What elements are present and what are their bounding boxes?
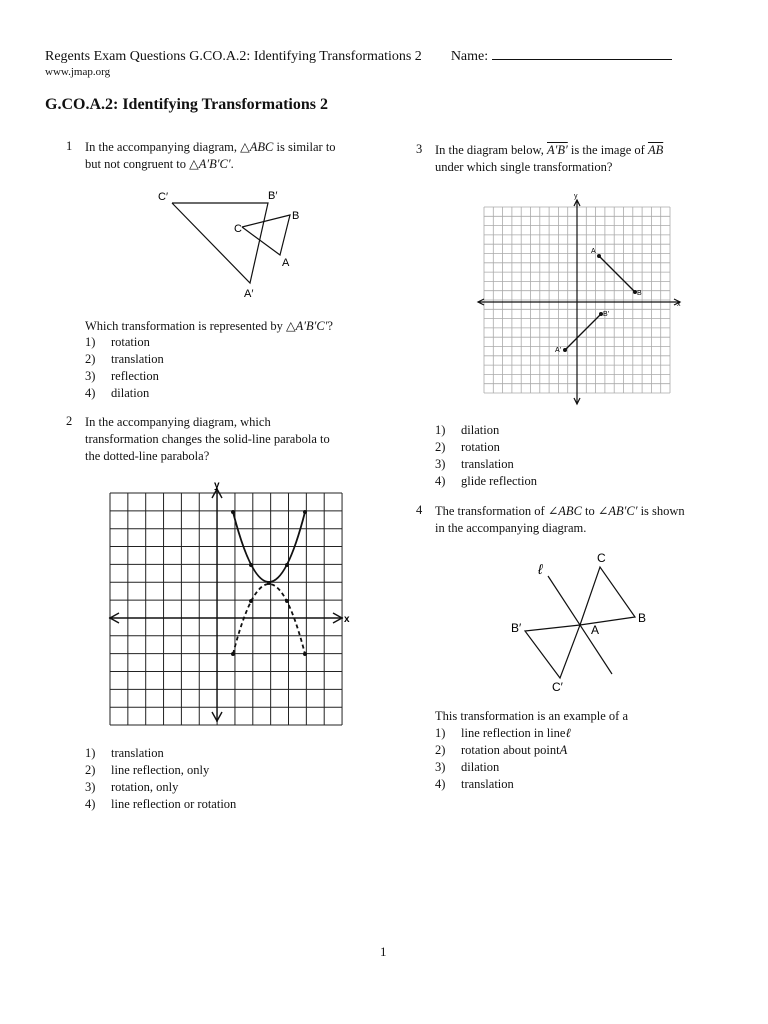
question-4-number: 4 bbox=[416, 503, 423, 517]
choice: 4) line reflection or rotation bbox=[85, 797, 237, 811]
header-title-line bbox=[45, 47, 672, 65]
label-a-prime: A′ bbox=[244, 288, 254, 300]
choice: 4) dilation bbox=[85, 386, 150, 400]
axis-label-x: x bbox=[677, 301, 681, 308]
dotted-parabola bbox=[233, 584, 305, 654]
question-3-text: In the diagram below, A′B′ is the image of $\overline{AB}$ under which single transformation? bbox=[435, 143, 664, 174]
page-number: 1 bbox=[380, 944, 387, 959]
choice: 1) rotation bbox=[85, 335, 150, 349]
question-4-prompt: This transformation is an example of a bbox=[435, 709, 628, 723]
question-3-graph bbox=[470, 190, 688, 408]
label-l: ℓ bbox=[538, 561, 543, 577]
label-a: A bbox=[591, 248, 596, 255]
question-2-text: In the accompanying diagram, which transformation changes the solid-line parabola to the dotted-line parabola? bbox=[85, 415, 330, 463]
segment-ab bbox=[599, 256, 635, 292]
axis-label-y: y bbox=[574, 193, 578, 200]
label-b-prime: B′ bbox=[603, 311, 609, 318]
question-4-choices bbox=[435, 725, 571, 793]
label-b: B bbox=[638, 611, 647, 625]
label-b: B bbox=[292, 210, 300, 222]
choice: 3) reflection bbox=[85, 369, 159, 383]
question-4-text: The transformation of ∠ABC to ∠AB′C′ is shown in the accompanying diagram. bbox=[435, 504, 685, 535]
label-b: B bbox=[637, 290, 642, 297]
graph-gridlines bbox=[110, 493, 342, 725]
question-1-text: In the accompanying diagram, △ABC is similar to but not congruent to △A′B′C′. bbox=[85, 140, 336, 171]
axis-label-y: y bbox=[214, 480, 220, 491]
choice: 2) rotation about point A bbox=[435, 743, 568, 757]
question-2-graph bbox=[105, 478, 355, 730]
question-2-choices bbox=[85, 745, 236, 813]
axis-label-x: x bbox=[344, 614, 350, 625]
label-b-prime: B′ bbox=[511, 621, 522, 635]
page-title: G.CO.A.2: Identifying Transformations 2 bbox=[45, 96, 328, 113]
angle-abc bbox=[580, 567, 635, 625]
choice: 2) rotation bbox=[435, 440, 500, 454]
question-3-choices bbox=[435, 422, 537, 490]
label-b-prime: B′ bbox=[268, 190, 278, 202]
name-label: Name: bbox=[450, 49, 489, 64]
question-2-number: 2 bbox=[66, 414, 73, 428]
question-1-diagram bbox=[150, 185, 310, 305]
question-1-choices bbox=[85, 334, 164, 402]
choice: 2) translation bbox=[85, 352, 164, 366]
choice: 1) translation bbox=[85, 746, 164, 760]
choice: 1) line reflection in line ℓ bbox=[435, 726, 571, 740]
question-4-diagram bbox=[505, 548, 665, 696]
label-c-prime: C′ bbox=[158, 191, 169, 203]
choice: 4) glide reflection bbox=[435, 474, 538, 488]
choice: 3) translation bbox=[435, 457, 514, 471]
site-url: www.jmap.org bbox=[45, 66, 111, 78]
label-c-prime: C′ bbox=[552, 680, 563, 694]
label-a-prime: A′ bbox=[555, 347, 561, 354]
header-title: Regents Exam Questions G.CO.A.2: Identifying Transformations 2 bbox=[45, 49, 422, 64]
angle-ab-prime-c-prime bbox=[525, 625, 580, 678]
label-a: A bbox=[282, 257, 290, 269]
question-3-number: 3 bbox=[416, 142, 423, 156]
question-1-prompt: Which transformation is represented by △A′B′C′? bbox=[85, 319, 333, 333]
choice: 3) rotation, only bbox=[85, 780, 179, 794]
choice: 3) dilation bbox=[435, 760, 500, 774]
choice: 2) line reflection, only bbox=[85, 763, 210, 777]
name-blank bbox=[492, 47, 672, 60]
label-c: C bbox=[597, 551, 606, 565]
choice: 1) dilation bbox=[435, 423, 500, 437]
label-c: C bbox=[234, 223, 242, 235]
question-1-number: 1 bbox=[66, 139, 73, 153]
label-a: A bbox=[591, 623, 600, 637]
choice: 4) translation bbox=[435, 777, 514, 791]
